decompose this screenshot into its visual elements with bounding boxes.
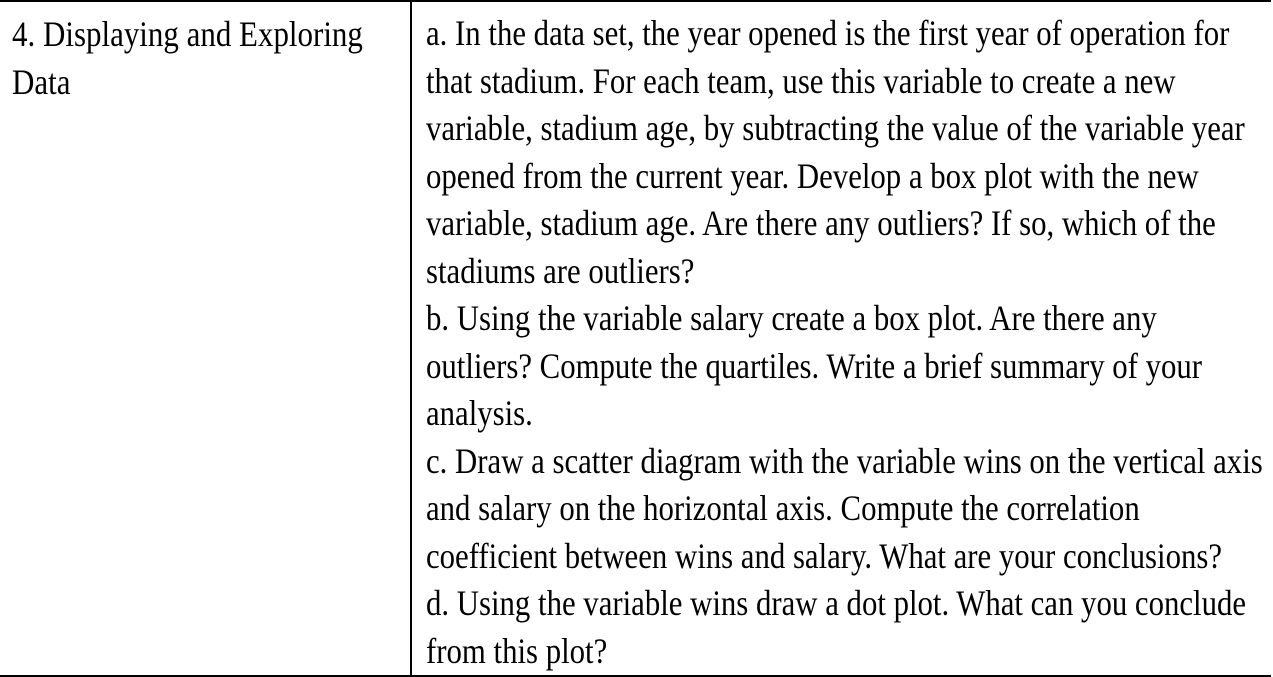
question-a-line: variable, stadium age. Are there any outliers? If so, which of the [426, 203, 1216, 243]
question-a-line: opened from the current year. Develop a box plot with the new [426, 155, 1199, 196]
question-d [426, 580, 1271, 675]
question-b-line: analysis. [426, 393, 533, 433]
question-b-line: b. Using the variable salary create a box plot. Are there any [426, 298, 1157, 338]
question-c-line: and salary on the horizontal axis. Compute the correlation [426, 488, 1140, 528]
question-a-line: variable, stadium age, by subtracting the value of the variable year [426, 108, 1245, 148]
topic-text: 4. Displaying and Exploring Data [12, 14, 363, 102]
question-b-line: outliers? Compute the quartiles. Write a brief summary of your [426, 345, 1203, 386]
question-b [426, 295, 1271, 438]
question-d-line: from this plot? [426, 630, 608, 671]
question-a-line: a. In the data set, the year opened is the first year of operation for [426, 13, 1230, 53]
question-a [426, 10, 1271, 295]
topic-cell [0, 1, 411, 676]
question-a-line: that stadium. For each team, use this variable to create a new [426, 60, 1176, 101]
question-a-line: stadiums are outliers? [426, 250, 695, 291]
table-row [0, 1, 1271, 676]
questions-cell [411, 1, 1271, 676]
question-c [426, 438, 1271, 581]
question-d-line: d. Using the variable wins draw a dot plot. What can you conclude [426, 583, 1247, 623]
question-c-line: coefficient between wins and salary. What are your conclusions? [426, 535, 1223, 576]
question-c-line: c. Draw a scatter diagram with the variable wins on the vertical axis [426, 440, 1263, 481]
